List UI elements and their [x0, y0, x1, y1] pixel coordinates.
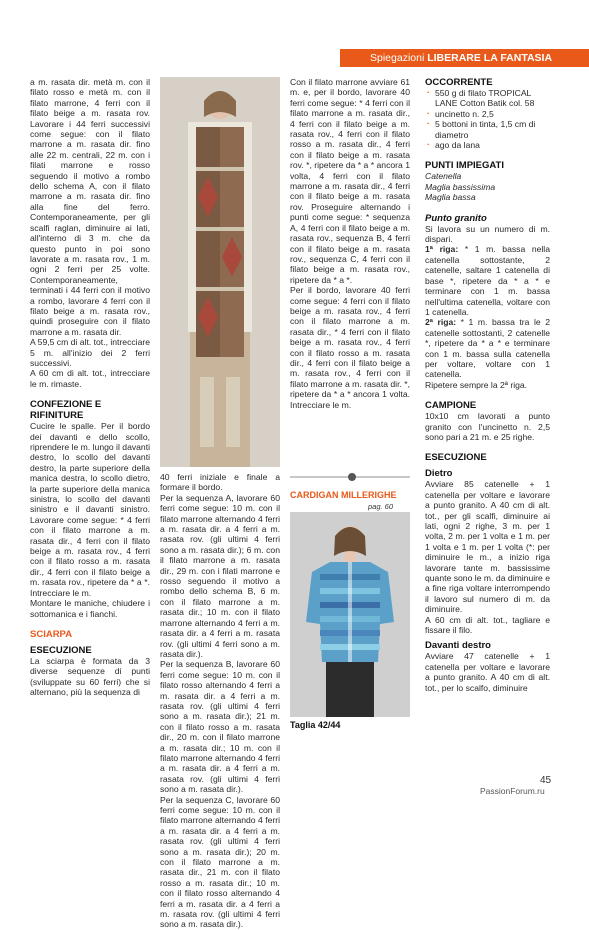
scarf-model-photo — [160, 77, 280, 467]
stitch-item: Catenella — [425, 171, 462, 182]
heading-dietro: Dietro — [425, 468, 453, 480]
paragraph: 10x10 cm lavorati a punto granito con l'uncinetto n. 2,5 sono pari a 21 m. e 25 righe. — [425, 411, 550, 442]
cardigan-page-ref: pag. 60 — [368, 502, 394, 511]
heading-punto-granito: Punto granito — [425, 212, 487, 224]
stitch-item: Maglia bassissima — [425, 181, 496, 192]
paragraph — [425, 317, 550, 379]
cardigan-photo-illustration — [290, 512, 410, 717]
heading-campione: CAMPIONE — [425, 400, 477, 412]
page-number: 45 — [540, 775, 552, 786]
paragraph: Con il filato marrone avviare 61 m. e, per il bordo, lavorare 40 ferri come segue: * 4 ferri con il filato marrone a m. rasata dir., 4 ferri con il filato beige a m. rasata rov., 4 ferri con il filato rosso a m. rasata dir., 4 ferri con il filato beige a m. rasata rov. *, ripetere da * a * ancora 1 volta, 4 ferri con il filato marrone a m. rasata dir., 4 ferri con il filato beige a m. rasata rov. Proseguire alternando i punti come segue: * sequenza A, 4 ferri con il filato beige a m. rasata rov., sequenza B, 4 ferri con il filato beige a m. rasata rov., sequenza C, 4 ferri con il filato beige a m. rasata rov., ripetere da * a *. — [290, 77, 410, 285]
section-divider — [290, 472, 410, 482]
paragraph: 40 ferri iniziale e finale a formare il bordo. — [160, 472, 280, 493]
paragraph: Avviare 47 catenelle + 1 catenella per voltare e lavorare a punto granito. A 40 cm di alt. tot., per lo scalfo, diminuire — [425, 651, 550, 693]
paragraph: A 59,5 cm di alt. tot., intrecciare 5 m. all'inizio dei 2 ferri successivi. — [30, 337, 150, 368]
text-column-2 — [160, 472, 280, 930]
scarf-photo-illustration — [160, 77, 280, 467]
cardigan-model-photo — [290, 512, 410, 717]
text-column-3 — [290, 77, 410, 410]
paragraph: La sciarpa è formata da 3 diverse sequenze di punti (sviluppate su 60 ferri) che si alternano, più la sequenza di — [30, 655, 150, 698]
list-item: · 550 g di filato TROPICAL LANE Cotton Batik col. 58 — [425, 88, 550, 109]
section-header-bar — [340, 49, 589, 67]
paragraph — [425, 244, 550, 317]
heading-punti: PUNTI IMPIEGATI — [425, 160, 504, 172]
paragraph: Si lavora su un numero di m. dispari. — [425, 223, 550, 245]
list-item: · ago da lana — [425, 140, 550, 150]
text-column-1 — [30, 77, 150, 698]
section-title: LIBERARE LA FANTASIA — [427, 52, 553, 64]
heading-sciarpa: SCIARPA — [30, 628, 73, 640]
paragraph: Per il bordo, lavorare 40 ferri come segue: 4 ferri con il filato beige a m. rasata rov., 4 ferri con il filato marrone a m. rasata dir., * 4 ferri con il filato beige a m. rasata rov., 4 ferri con il filato rosso a m. rasata dir., 4 ferri con il filato beige a m. rasata rov., 4 ferri con il filato marrone a m. rasata dir. *, ripetere da * a * ancora 1 volta. Intrecciare le m. — [290, 285, 410, 410]
row-label: 1ª riga: — [425, 244, 459, 255]
list-item: · uncinetto n. 2,5 — [425, 109, 550, 119]
heading-confezione: CONFEZIONE E RIFINITURE — [30, 399, 102, 422]
paragraph: a m. rasata dir. metà m. con il filato rosso e metà m. con il filato marrone, 4 ferri con il filato beige a m. rasata rov. Lavorare i 44 ferri successivi come segue: con il filato marrone a m. rasata dir. fino alle 22 m. centrali, 22 m. con i filati marrone e rosso seguendo il motivo a rombo dello schema A, con il filato marrone a m. rasata dir. fino alla fine del ferro. Contemporaneamente, per gli scalfi raglan, diminuire ai lati, all'interno di 3 m. che da questo punto in poi sono lavorate a m. rasata rov., 1 m. ogni 2 ferri per 25 volte. Contemporaneamente, terminati i 44 ferri con il motivo a rombo, lavorare 4 ferri con il filato beige a m. rasata rov., quindi proseguire con il filato marrone a m. rasata dir. — [30, 77, 150, 337]
paragraph: Avviare 85 catenelle + 1 catenella per voltare e lavorare a punto granito. A 40 cm di alt. tot., per gli scalfi, diminuire ai lati, ogni 2 righe, 3 m. per 1 volta, 2 m. per 1 volta e 1 m. per 1 volta e 1 m. per 1 volta (*: per diminuire le m., a inizio riga lavorare tante m. bassissime quante sono le m. da diminuire e a fine riga voltare interrompendo il lavoro sul numero di m. da diminuire. — [425, 479, 550, 615]
heading-esecuzione: ESECUZIONE — [30, 644, 92, 656]
divider-dot-icon — [348, 473, 356, 481]
paragraph: Cucire le spalle. Per il bordo dei davanti e dello scollo, riprendere le m. lungo il davanti destro, lo scollo del davanti destro, la parte superiore della manica destra, lo scollo dietro, la parte superiore della manica sinistra, lo scollo del davanti sinistro e il davanti sinistro. Lavorare come segue: * 4 ferri con il filato marrone a m. rasata dir., 4 ferri con il filato beige a m. rasata rov., 4 ferri con il filato rosso a m. rasata dir., 4 ferri con il filato beige a m. rasata rov., ripetere da * a *. Intrecciare le m. — [30, 421, 150, 598]
heading-davanti-destro: Davanti destro — [425, 640, 491, 652]
heading-esecuzione-cardigan: ESECUZIONE — [425, 452, 487, 464]
heading-occorrente: OCCORRENTE — [425, 77, 493, 88]
paragraph: Ripetere sempre la 2ª riga. — [425, 379, 528, 390]
text-column-4 — [425, 77, 550, 693]
materials-list — [425, 88, 550, 150]
row-text: * 1 m. bassa nella catenella sottostante, 2 catenelle, saltare 1 catenella di base *, ripetere da * a * e terminare con 1 m. bassa nell'ultima catenella, voltare con 1 catenella. — [425, 244, 550, 317]
list-item: · 5 bottoni in tinta, 1,5 cm di diametro — [425, 119, 550, 140]
paragraph: Per la sequenza B, lavorare 60 ferri come segue: 10 m. con il filato rosso alternando 4 ferri a m. rasata dir. a 4 ferri a m. rasata rov. (gli ultimi 4 ferri sono a m. rasata dir.); 21 m. con il filato rosso a m. rasata dir., 20 m. con il filato marrone a m. rasata dir.; 10 m. con il filato marrone alternando 4 ferri a m. rasata dir. a 4 ferri a m. rasata rov. (gli ultimi 4 ferri sono a m. rasata dir.). — [160, 659, 280, 795]
cardigan-title: CARDIGAN MILLERIGHE — [290, 490, 397, 500]
stitch-item: Maglia bassa — [425, 192, 476, 203]
paragraph: A 60 cm di alt. tot., tagliare e fissare il filo. — [425, 614, 550, 636]
section-label: Spiegazioni — [370, 52, 425, 64]
paragraph: Montare le maniche, chiudere i sottomanica e i fianchi. — [30, 598, 150, 619]
paragraph: Per la sequenza C, lavorare 60 ferri come segue: 10 m. con il filato marrone alternando 4 ferri a m. rasata dir. a 4 ferri a m. rasata rov. (gli ultimi 4 ferri sono a m. rasata dir.); 20 m. con il filato marrone a m. rasata dir., 21 m. con il filato rosso a m. rasata dir.; 10 m. con il filato rosso alternando 4 ferri a m. rasata dir. a 4 ferri a m. rasata rov. (gli ultimi 4 ferri sono a m. rasata dir.). — [160, 794, 280, 930]
paragraph: A 60 cm di alt. tot., intrecciare le m. rimaste. — [30, 368, 150, 389]
watermark: PassionForum.ru — [480, 786, 545, 796]
paragraph: Per la sequenza A, lavorare 60 ferri come segue: 10 m. con il filato marrone alternando 4 ferri a m. rasata dir. a 4 ferri a m. rasata rov. (gli ultimi 4 ferri sono a m. rasata dir.); 6 m. con il filato marrone a m. rasata dir., 29 m. con i filati marrone e rosso seguendo il motivo a rombo dello schema B, 6 m. con il filato marrone a m. rasata dir.; 10 m. con il filato marrone alternando 4 ferri a m. rasata dir. a 4 ferri a m. rasata rov. (gli ultimi 4 ferri sono a m. rasata dir.). — [160, 492, 280, 659]
row-text: * 1 m. bassa tra le 2 catenelle sottostanti, 2 catenelle *, ripetere da * a * e terminare con 1 m. bassa sulla catenella per voltare, voltare con 1 catenella. — [425, 317, 550, 380]
row-label: 2ª riga: — [425, 317, 457, 328]
size-caption: Taglia 42/44 — [290, 720, 341, 730]
